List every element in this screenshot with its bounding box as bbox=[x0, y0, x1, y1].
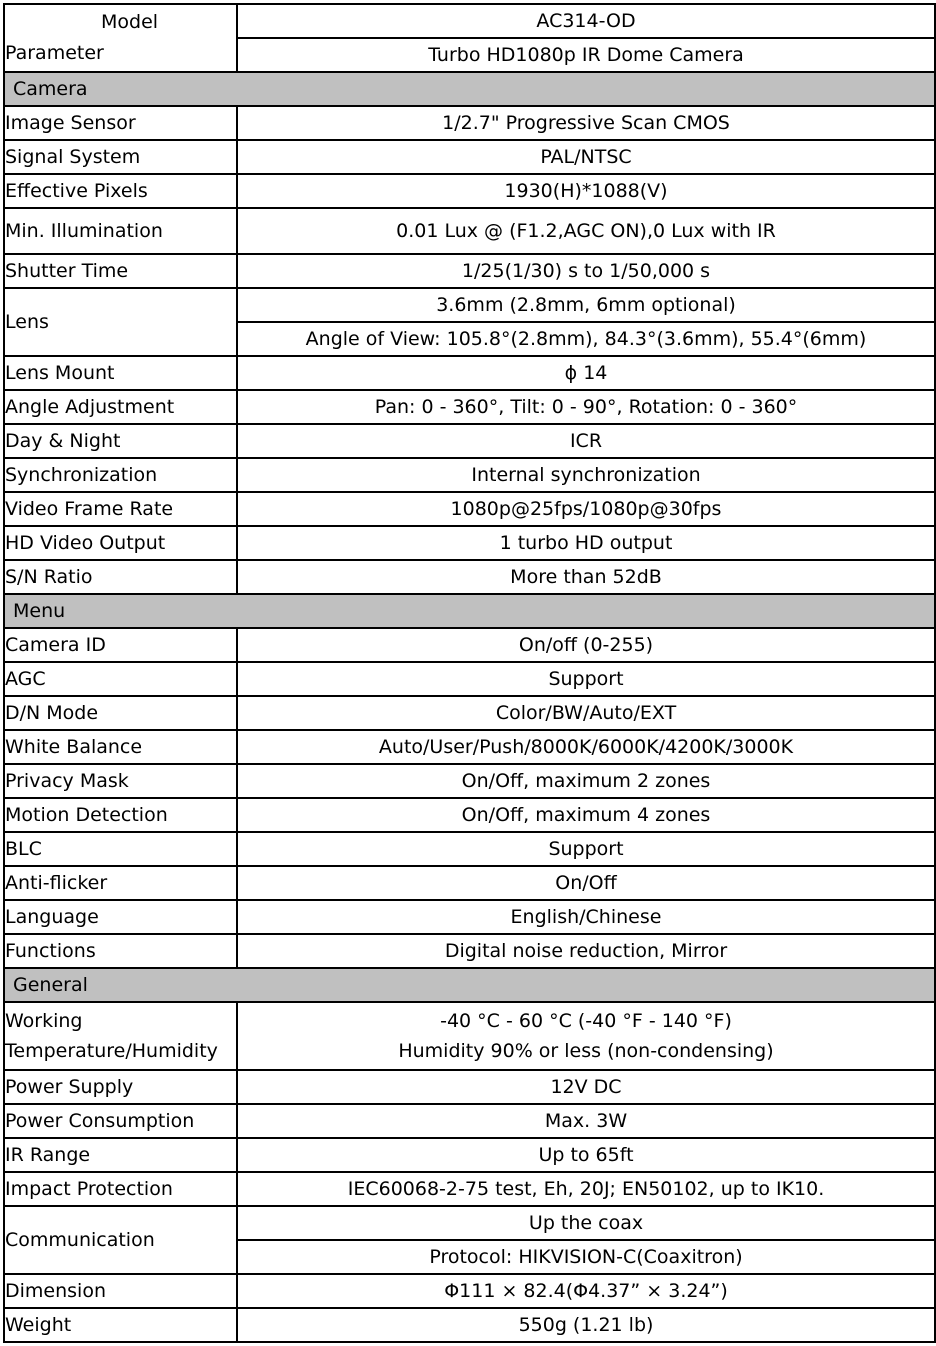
spec-value: 12V DC bbox=[237, 1070, 935, 1104]
spec-row-lens bbox=[4, 288, 935, 322]
spec-value bbox=[237, 1002, 935, 1070]
spec-row-privacy-mask bbox=[4, 764, 935, 798]
spec-value: Up the coax bbox=[237, 1206, 935, 1240]
spec-label: Angle Adjustment bbox=[4, 390, 237, 424]
spec-label: Privacy Mask bbox=[4, 764, 237, 798]
spec-label-line: Temperature/Humidity bbox=[5, 1039, 218, 1062]
spec-value: 550g (1.21 lb) bbox=[237, 1308, 935, 1342]
spec-value: Support bbox=[237, 832, 935, 866]
spec-row-s-n-ratio bbox=[4, 560, 935, 594]
spec-row-angle-adjustment bbox=[4, 390, 935, 424]
spec-value: On/Off, maximum 4 zones bbox=[237, 798, 935, 832]
spec-label: Day & Night bbox=[4, 424, 237, 458]
section-title: Camera bbox=[4, 72, 935, 106]
spec-value: More than 52dB bbox=[237, 560, 935, 594]
spec-label: AGC bbox=[4, 662, 237, 696]
spec-row-image-sensor bbox=[4, 106, 935, 140]
spec-label: Power Consumption bbox=[4, 1104, 237, 1138]
parameter-label: Parameter bbox=[5, 42, 104, 64]
spec-row-weight bbox=[4, 1308, 935, 1342]
spec-label: Camera ID bbox=[4, 628, 237, 662]
spec-value: On/Off bbox=[237, 866, 935, 900]
spec-label: Anti-flicker bbox=[4, 866, 237, 900]
spec-label: Shutter Time bbox=[4, 254, 237, 288]
spec-label: Power Supply bbox=[4, 1070, 237, 1104]
spec-label: Impact Protection bbox=[4, 1172, 237, 1206]
section-title: Menu bbox=[4, 594, 935, 628]
spec-value: IEC60068-2-75 test, Eh, 20J; EN50102, up to IK10. bbox=[237, 1172, 935, 1206]
spec-label: Effective Pixels bbox=[4, 174, 237, 208]
model-value: AC314-OD bbox=[237, 4, 935, 38]
spec-value-line: -40 °C - 60 °C (-40 °F - 140 °F) bbox=[440, 1009, 732, 1032]
spec-row-ir-range bbox=[4, 1138, 935, 1172]
spec-label: Language bbox=[4, 900, 237, 934]
spec-value: 3.6mm (2.8mm, 6mm optional) bbox=[237, 288, 935, 322]
spec-label: Functions bbox=[4, 934, 237, 968]
spec-row-day-night bbox=[4, 424, 935, 458]
spec-value: On/Off, maximum 2 zones bbox=[237, 764, 935, 798]
spec-value: 1930(H)*1088(V) bbox=[237, 174, 935, 208]
spec-value: ICR bbox=[237, 424, 935, 458]
spec-value: Auto/User/Push/8000K/6000K/4200K/3000K bbox=[237, 730, 935, 764]
spec-row-power-consumption bbox=[4, 1104, 935, 1138]
spec-row-shutter-time bbox=[4, 254, 935, 288]
spec-row-lens-mount bbox=[4, 356, 935, 390]
spec-label: Dimension bbox=[4, 1274, 237, 1308]
spec-label: Motion Detection bbox=[4, 798, 237, 832]
spec-row-synchronization bbox=[4, 458, 935, 492]
spec-row-effective-pixels bbox=[4, 174, 935, 208]
spec-label: Min. Illumination bbox=[4, 208, 237, 254]
spec-value: Internal synchronization bbox=[237, 458, 935, 492]
header-label-cell bbox=[4, 4, 237, 72]
spec-label: Weight bbox=[4, 1308, 237, 1342]
section-header-menu bbox=[4, 594, 935, 628]
spec-row-working-temperature-humidity bbox=[4, 1002, 935, 1070]
section-title: General bbox=[4, 968, 935, 1002]
section-header-camera bbox=[4, 72, 935, 106]
spec-label bbox=[4, 1002, 237, 1070]
spec-label: Image Sensor bbox=[4, 106, 237, 140]
spec-value: Pan: 0 - 360°, Tilt: 0 - 90°, Rotation: 0 - 360° bbox=[237, 390, 935, 424]
spec-row-signal-system bbox=[4, 140, 935, 174]
spec-value: Max. 3W bbox=[237, 1104, 935, 1138]
spec-row-white-balance bbox=[4, 730, 935, 764]
spec-row-agc bbox=[4, 662, 935, 696]
spec-value: 0.01 Lux @ (F1.2,AGC ON),0 Lux with IR bbox=[237, 208, 935, 254]
spec-row-functions bbox=[4, 934, 935, 968]
spec-label: Lens bbox=[4, 288, 237, 356]
spec-value: 1 turbo HD output bbox=[237, 526, 935, 560]
spec-value: ϕ 14 bbox=[237, 356, 935, 390]
spec-row-min-illumination bbox=[4, 208, 935, 254]
spec-label: HD Video Output bbox=[4, 526, 237, 560]
spec-label: D/N Mode bbox=[4, 696, 237, 730]
header-row-model bbox=[4, 4, 935, 38]
spec-row-power-supply bbox=[4, 1070, 935, 1104]
spec-value: Digital noise reduction, Mirror bbox=[237, 934, 935, 968]
spec-label: BLC bbox=[4, 832, 237, 866]
section-header-general bbox=[4, 968, 935, 1002]
spec-label: Communication bbox=[4, 1206, 237, 1274]
spec-value: 1/2.7" Progressive Scan CMOS bbox=[237, 106, 935, 140]
spec-row-d-n-mode bbox=[4, 696, 935, 730]
spec-label: IR Range bbox=[4, 1138, 237, 1172]
spec-row-hd-video-output bbox=[4, 526, 935, 560]
spec-value: Up to 65ft bbox=[237, 1138, 935, 1172]
spec-label: White Balance bbox=[4, 730, 237, 764]
spec-value: English/Chinese bbox=[237, 900, 935, 934]
spec-value: Angle of View: 105.8°(2.8mm), 84.3°(3.6mm), 55.4°(6mm) bbox=[237, 322, 935, 356]
spec-label: Signal System bbox=[4, 140, 237, 174]
spec-label-line: Working bbox=[5, 1009, 83, 1032]
spec-value: 1080p@25fps/1080p@30fps bbox=[237, 492, 935, 526]
spec-value: Protocol: HIKVISION-C(Coaxitron) bbox=[237, 1240, 935, 1274]
product-name: Turbo HD1080p IR Dome Camera bbox=[237, 38, 935, 72]
spec-value: PAL/NTSC bbox=[237, 140, 935, 174]
spec-row-motion-detection bbox=[4, 798, 935, 832]
spec-row-communication bbox=[4, 1206, 935, 1240]
spec-label: Lens Mount bbox=[4, 356, 237, 390]
spec-value: On/off (0-255) bbox=[237, 628, 935, 662]
spec-row-camera-id bbox=[4, 628, 935, 662]
spec-row-language bbox=[4, 900, 935, 934]
spec-row-dimension bbox=[4, 1274, 935, 1308]
spec-label: S/N Ratio bbox=[4, 560, 237, 594]
spec-label: Synchronization bbox=[4, 458, 237, 492]
spec-value-line: Humidity 90% or less (non-condensing) bbox=[398, 1039, 774, 1062]
spec-value: 1/25(1/30) s to 1/50,000 s bbox=[237, 254, 935, 288]
model-label: Model bbox=[101, 11, 159, 34]
spec-value: Φ111 × 82.4(Φ4.37” × 3.24”) bbox=[237, 1274, 935, 1308]
spec-table bbox=[3, 3, 936, 1343]
spec-row-impact-protection bbox=[4, 1172, 935, 1206]
spec-row-blc bbox=[4, 832, 935, 866]
spec-value: Color/BW/Auto/EXT bbox=[237, 696, 935, 730]
spec-value: Support bbox=[237, 662, 935, 696]
spec-label: Video Frame Rate bbox=[4, 492, 237, 526]
spec-row-video-frame-rate bbox=[4, 492, 935, 526]
spec-row-anti-flicker bbox=[4, 866, 935, 900]
